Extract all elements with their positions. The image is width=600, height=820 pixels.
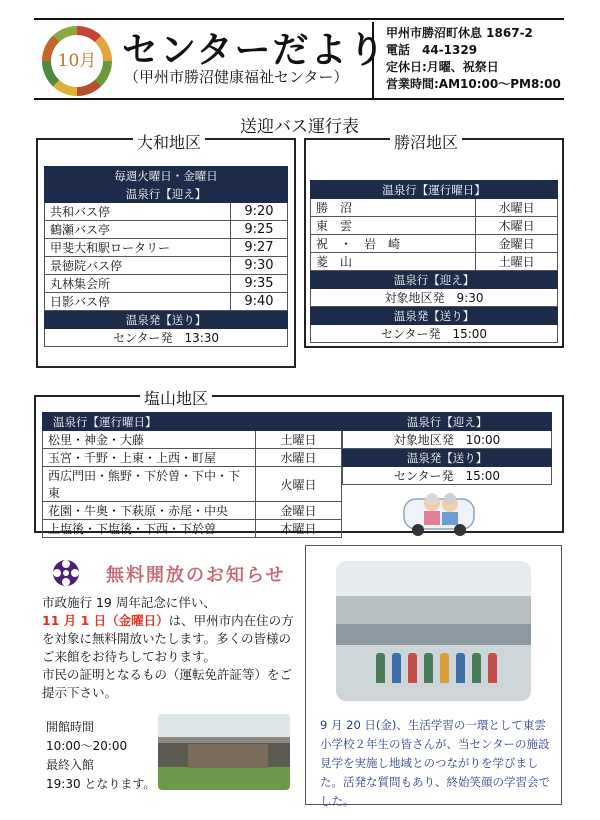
notice-text: 市政施行 19 周年記念に伴い、 11 月 1 日（金曜日）は、甲州市内在住の方を対象に無料開放いたします。多くの皆様のご来館をお待ちしております。 市民の証明となるもの（運転免許証等）をご提示下さい。 (42, 595, 294, 700)
katsunuma-dropoff: センター発 15:00 (311, 325, 558, 343)
table-row: 勝 沼 水曜日 (311, 199, 558, 217)
notice-title: 無料開放のお知らせ (106, 565, 286, 586)
newsletter-header (34, 18, 564, 100)
month-label: 10月 (57, 51, 97, 71)
katsunuma-box (304, 138, 564, 348)
bus-illustration-icon (400, 487, 478, 537)
katsunuma-days-header: 温泉行【運行曜日】 (311, 181, 558, 199)
fruit-wreath-icon (42, 26, 112, 96)
yamato-title: 大和地区 (133, 130, 205, 153)
enzan-days-header: 温泉行【運行曜日】 (43, 413, 342, 431)
center-holidays: 定休日:月曜、祝祭日 (386, 60, 499, 74)
katsunuma-pickup: 対象地区発 9:30 (311, 289, 558, 307)
newsletter-title: センターだより (122, 30, 387, 71)
table-row: 祝 ・ 岩 崎 金曜日 (311, 235, 558, 253)
table-row: 鶴瀬バス亭 9:25 (45, 221, 288, 239)
visit-report-box (305, 545, 562, 808)
table-row: 共和バス停 9:20 (45, 203, 288, 221)
table-row: 甲斐大和駅ロータリー 9:27 (45, 239, 288, 257)
enzan-table (42, 412, 342, 538)
center-info (372, 22, 564, 98)
table-row: 西広門田・熊野・下於曽・下中・下東 火曜日 (43, 467, 342, 502)
enzan-pickup: 対象地区発 10:00 (343, 431, 552, 449)
visit-photo (336, 561, 531, 701)
yamato-box (36, 138, 296, 368)
free-open-date: 11 月 1 日（金曜日） (42, 613, 169, 628)
newsletter-subtitle: （甲州市勝沼健康福祉センター） (124, 68, 349, 86)
enzan-box (34, 395, 564, 536)
center-address: 甲州市勝沼町休息 1867-2 (386, 26, 533, 40)
enzan-dropoff-header: 温泉発【送り】 (343, 449, 552, 467)
katsunuma-dropoff-header: 温泉発【送り】 (311, 307, 558, 325)
yamato-dropoff: センター発 13:30 (45, 329, 288, 347)
table-row: 花園・牛奥・下萩原・赤尾・中央 金曜日 (43, 502, 342, 520)
center-phone: 電話 44-1329 (386, 43, 478, 57)
table-row: 菱 山 土曜日 (311, 253, 558, 271)
katsunuma-pickup-header: 温泉行【迎え】 (311, 271, 558, 289)
katsunuma-table (310, 180, 558, 343)
enzan-dropoff: センター発 15:00 (343, 467, 552, 485)
yamato-days: 毎週火曜日・金曜日 (45, 167, 288, 185)
building-photo (158, 714, 290, 790)
enzan-pickup-header: 温泉行【迎え】 (343, 413, 552, 431)
table-row: 東 雲 木曜日 (311, 217, 558, 235)
table-row: 玉宮・千野・上東・上西・町屋 水曜日 (43, 449, 342, 467)
center-hours: 営業時間:AM10:00～PM8:00 (386, 77, 561, 91)
yamato-pickup-header: 温泉行【迎え】 (45, 185, 288, 203)
yamato-table (44, 166, 288, 347)
enzan-title: 塩山地区 (140, 386, 212, 409)
yamato-dropoff-header: 温泉発【送り】 (45, 311, 288, 329)
opening-hours: 開館時間 10:00～20:00 最終入館 19:30 となります。 (46, 720, 156, 791)
city-crest-icon (46, 557, 86, 589)
table-row: 日影バス停 9:40 (45, 293, 288, 311)
table-row: 丸林集会所 9:35 (45, 275, 288, 293)
bus-schedule-title: 送迎バス運行表 (236, 112, 363, 137)
table-row: 景徳院バス停 9:30 (45, 257, 288, 275)
visit-report-text: 9 月 20 日(金)、生活学習の一環として東雲小学校２年生の皆さんが、当センターの施設見学を実施し地域とのつながりを学びました。活発な質問もあり、終始笑顔の学習会でした。 (320, 718, 550, 808)
table-row: 松里・神金・大藤 土曜日 (43, 431, 342, 449)
katsunuma-title: 勝沼地区 (390, 130, 462, 153)
table-row: 上塩後・下塩後・下西・下於曽 木曜日 (43, 520, 342, 538)
enzan-time-table (342, 412, 552, 485)
